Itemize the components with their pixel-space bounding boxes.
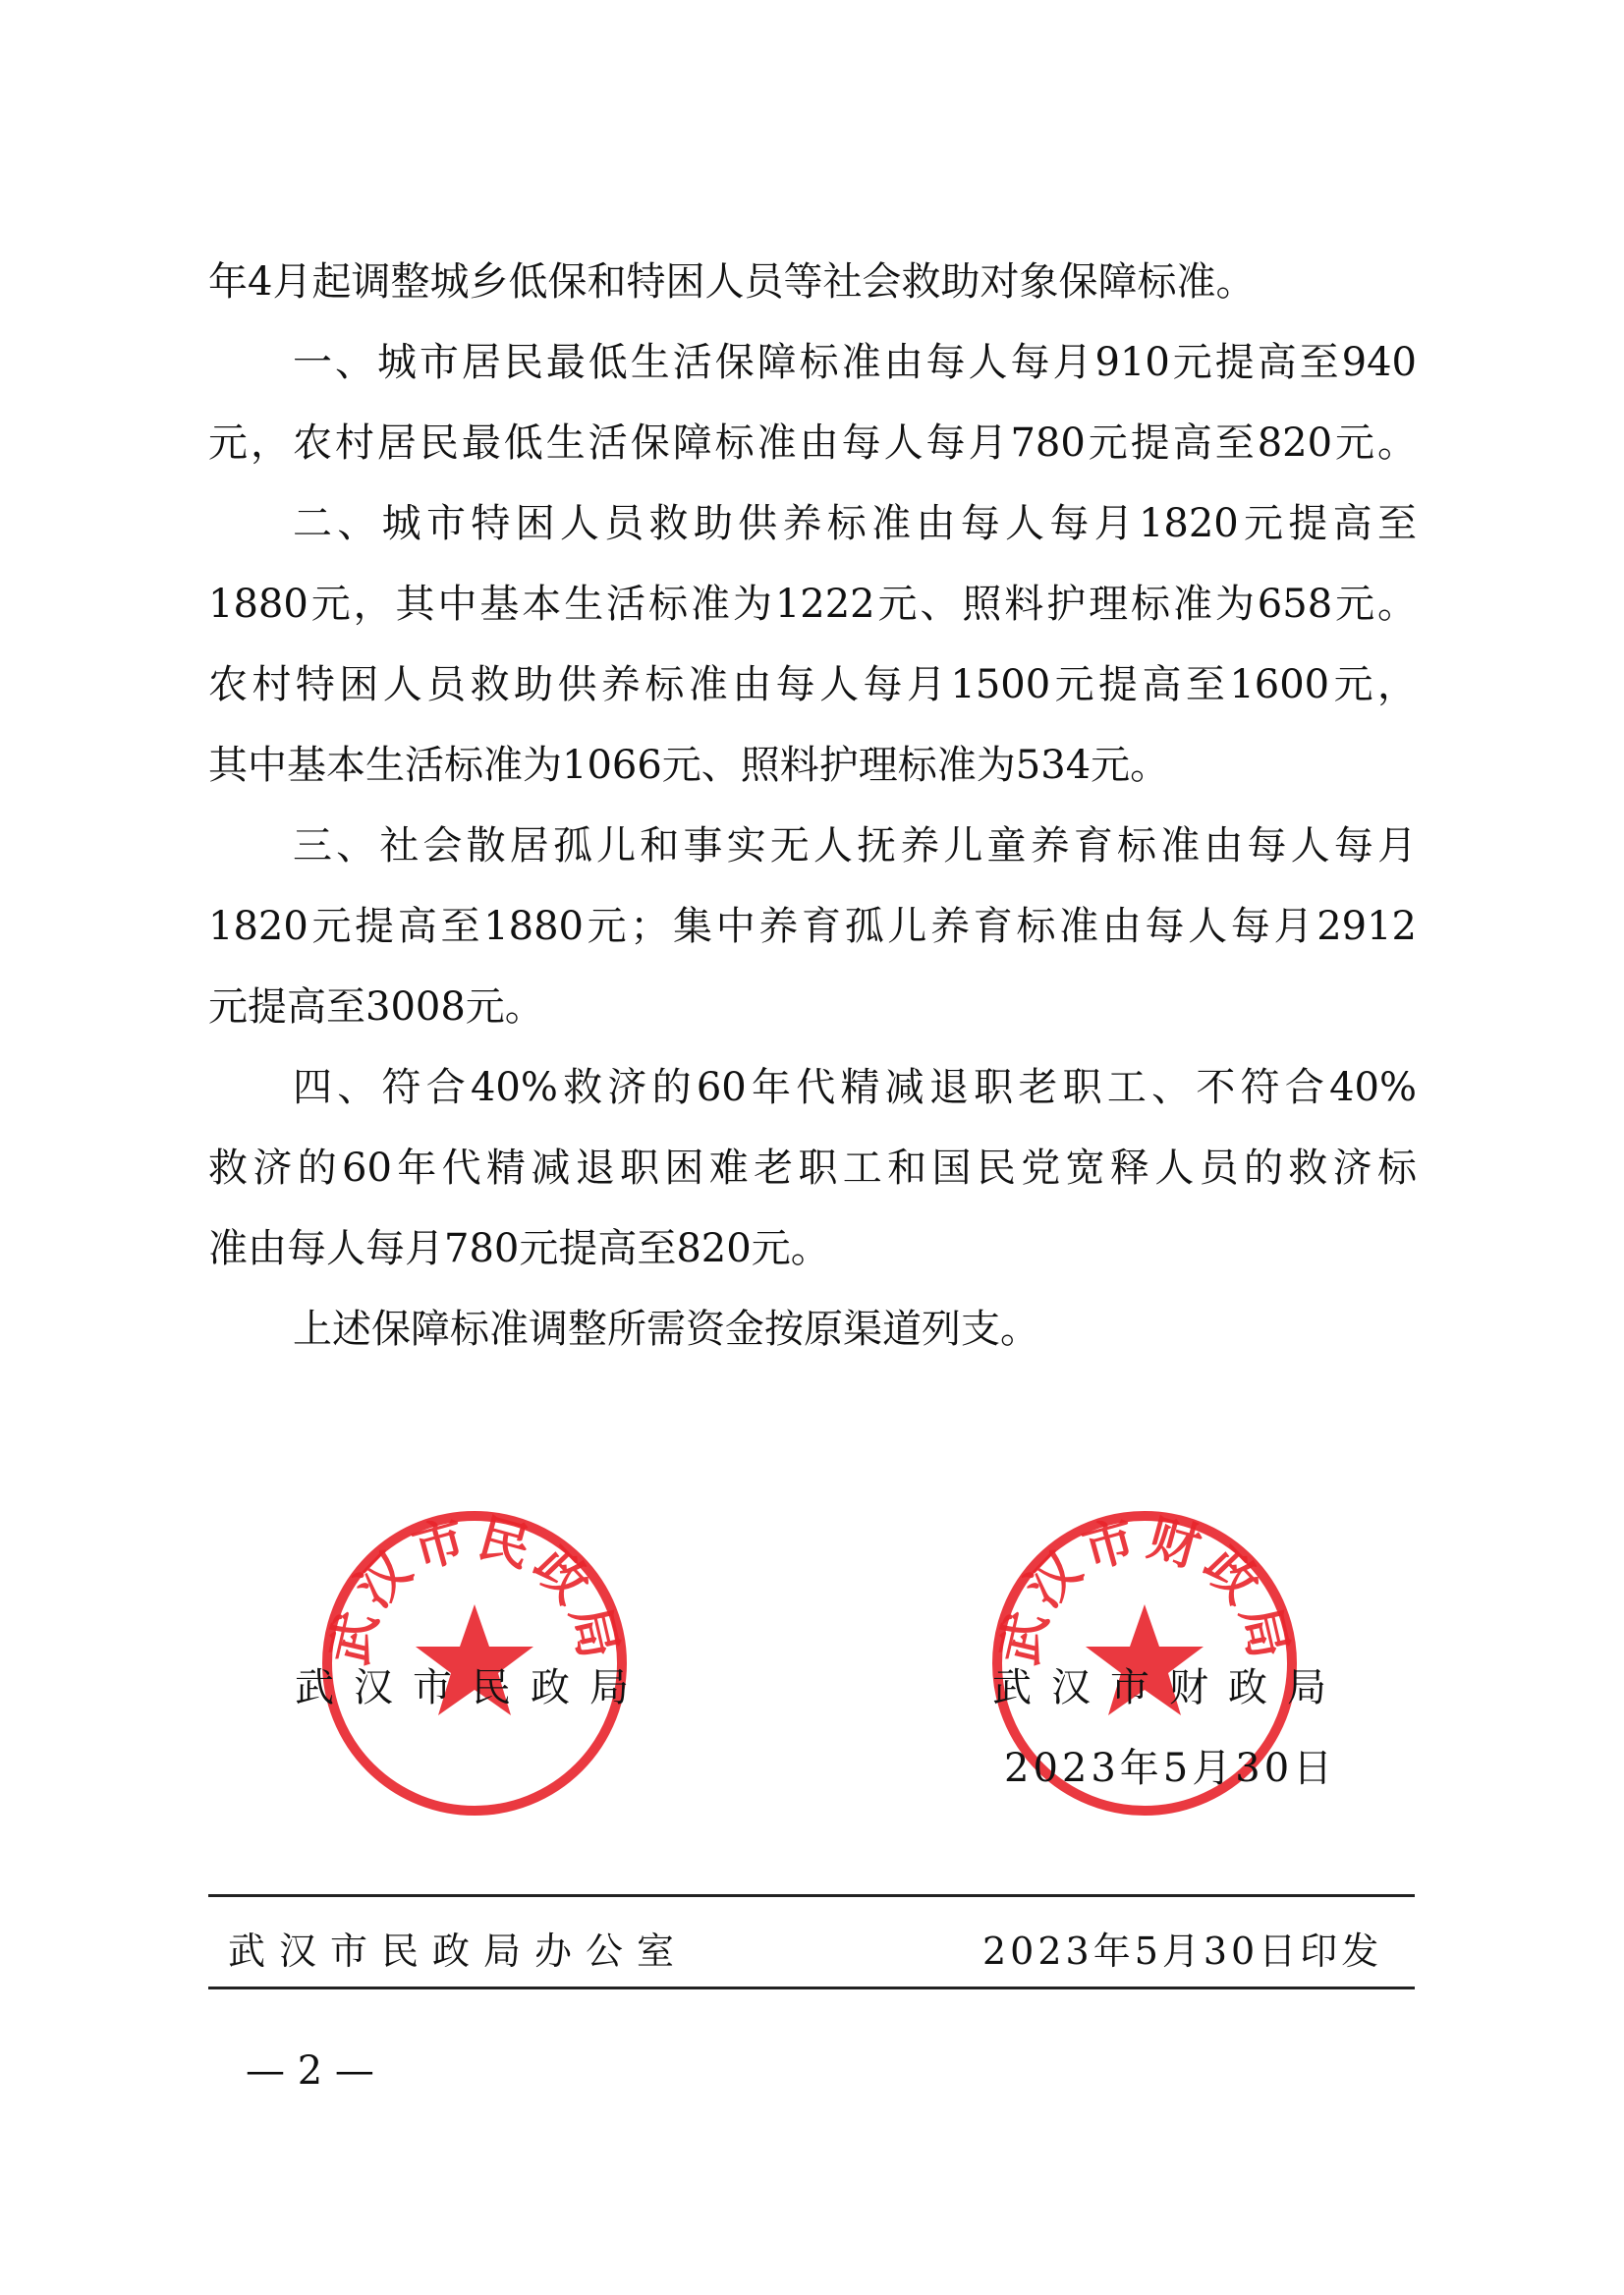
- signature-date: 2023年5月30日: [1004, 1746, 1337, 1791]
- svg-text:武汉市民政局: 武汉市民政局: [318, 1507, 631, 1670]
- text-line: 上述保障标准调整所需资金按原渠道列支。: [293, 1307, 1039, 1352]
- text-line: 农村特困人员救助供养标准由每人每月1500元提高至1600元，: [208, 662, 1417, 707]
- text-line: 三、社会散居孤儿和事实无人抚养儿童养育标准由每人每月: [293, 823, 1417, 868]
- text-line: 1820元提高至1880元；集中养育孤儿养育标准由每人每月2912: [208, 904, 1417, 949]
- text-line: 其中基本生活标准为1066元、照料护理标准为534元。: [208, 743, 1170, 788]
- footer-issued-date: 2023年5月30日印发: [982, 1930, 1383, 1973]
- signature-right: 武汉市财政局: [992, 1665, 1346, 1710]
- svg-text:武汉市财政局: 武汉市财政局: [988, 1507, 1301, 1670]
- text-line: 一、城市居民最低生活保障标准由每人每月910元提高至940: [293, 340, 1417, 385]
- text-line: 元提高至3008元。: [208, 984, 544, 1030]
- text-line: 救济的60年代精减退职困难老职工和国民党宽释人员的救济标: [208, 1146, 1417, 1191]
- footer-issuer: 武汉市民政局办公室: [228, 1930, 689, 1973]
- footer-rule-top: [208, 1894, 1415, 1897]
- text-line: 年4月起调整城乡低保和特困人员等社会救助对象保障标准。: [208, 259, 1256, 305]
- signature-left: 武汉市民政局: [295, 1665, 648, 1710]
- text-line: 准由每人每月780元提高至820元。: [208, 1226, 830, 1271]
- page-number: — 2 —: [246, 2048, 374, 2094]
- text-line: 二、城市特困人员救助供养标准由每人每月1820元提高至: [293, 501, 1417, 546]
- text-line: 四、符合40%救济的60年代精减退职老职工、不符合40%: [293, 1065, 1417, 1110]
- text-line: 1880元，其中基本生活标准为1222元、照料护理标准为658元。: [208, 582, 1417, 627]
- text-line: 元，农村居民最低生活保障标准由每人每月780元提高至820元。: [208, 420, 1417, 466]
- footer-rule-bottom: [208, 1987, 1415, 1989]
